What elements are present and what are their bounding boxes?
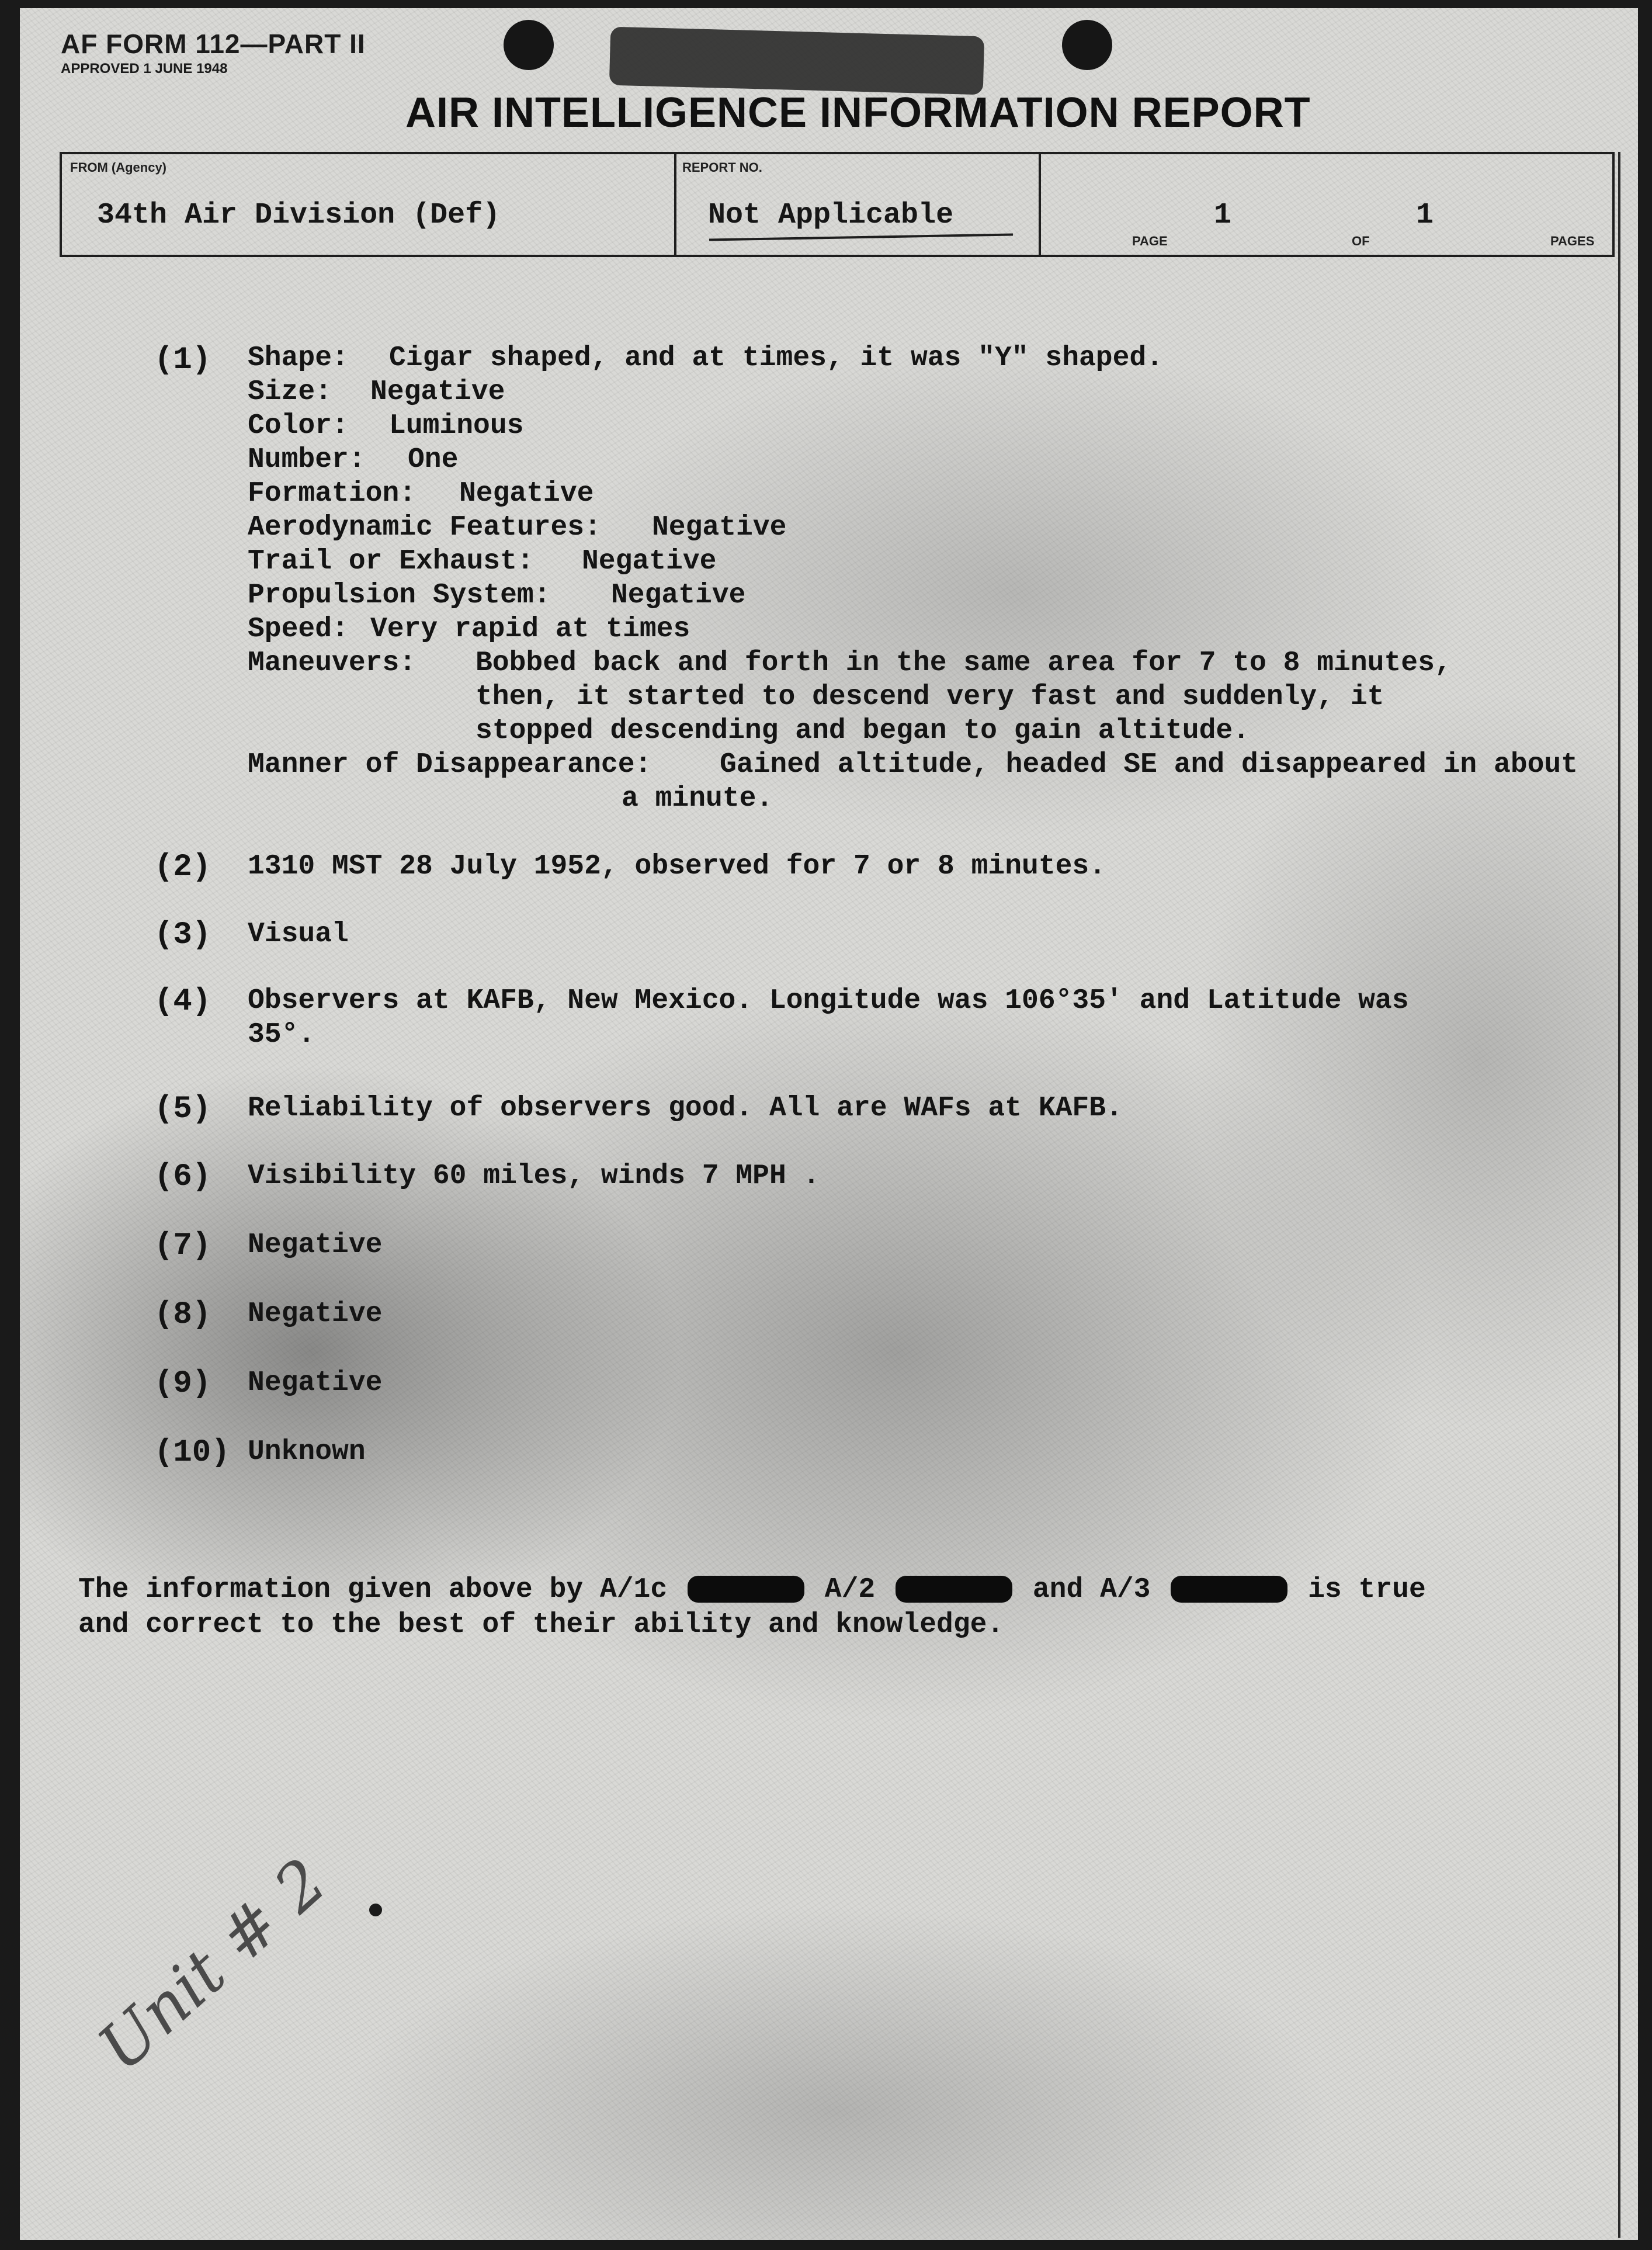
report-number-cell [674, 154, 1041, 255]
item-text-2: 1310 MST 28 July 1952, observed for 7 or 8 minutes. [248, 851, 1106, 882]
item-text-8: Negative [248, 1298, 383, 1330]
size-value: Negative [370, 376, 505, 408]
handwritten-annotation: Unit # 2 [84, 1844, 341, 2086]
item-text-9: Negative [248, 1367, 383, 1399]
report-number-label: REPORT NO. [682, 160, 762, 175]
color-value: Luminous [389, 410, 524, 442]
item-number-2: (2) [154, 850, 211, 885]
item-number-3: (3) [154, 917, 211, 953]
certification-part-3: and A/3 [1032, 1574, 1151, 1606]
of-label: OF [1352, 234, 1370, 248]
maneuvers-line-3: stopped descending and began to gain altitude. [476, 715, 1250, 747]
size-label: Size: [248, 376, 332, 408]
item-text-6: Visibility 60 miles, winds 7 MPH . [248, 1160, 820, 1192]
maneuvers-line-1: Bobbed back and forth in the same area for 7 to 8 minutes, [476, 647, 1452, 679]
item-text-5: Reliability of observers good. All are WAFs at KAFB. [248, 1093, 1123, 1124]
aerodynamic-features-value: Negative [652, 512, 787, 543]
total-pages: 1 [1416, 199, 1434, 232]
shape-value: Cigar shaped, and at times, it was "Y" shaped. [389, 342, 1164, 374]
redaction-block [896, 1576, 1012, 1603]
report-header [60, 152, 1615, 257]
speed-label: Speed: [248, 613, 349, 645]
document-title: AIR INTELLIGENCE INFORMATION REPORT [405, 89, 1311, 136]
page-label: PAGE [1132, 234, 1168, 248]
form-identifier [61, 28, 366, 77]
item-text-4-continued: 35°. [248, 1019, 315, 1051]
certification-part-4: is true [1308, 1574, 1426, 1606]
trail-exhaust-value: Negative [582, 546, 717, 577]
aerodynamic-features-label: Aerodynamic Features: [248, 512, 601, 543]
speed-value: Very rapid at times [370, 613, 690, 645]
form-right-border [1618, 152, 1620, 2238]
ink-spot [369, 1904, 382, 1916]
item-number-9: (9) [154, 1366, 211, 1402]
document-page [20, 8, 1638, 2240]
disappearance-label: Manner of Disappearance: [248, 749, 652, 781]
item-number-1: (1) [154, 342, 211, 378]
formation-label: Formation: [248, 478, 417, 509]
item-text-4: Observers at KAFB, New Mexico. Longitude was 106°35' and Latitude was [248, 985, 1409, 1017]
item-number-5: (5) [154, 1091, 211, 1127]
maneuvers-line-2: then, it started to descend very fast and suddenly, it [476, 681, 1384, 713]
item-text-3: Visual [248, 918, 349, 950]
shape-label: Shape: [248, 342, 349, 374]
punch-hole-left [504, 20, 554, 70]
page-count-cell [1039, 154, 1615, 255]
page-number: 1 [1214, 199, 1232, 232]
item-text-7: Negative [248, 1229, 383, 1261]
item-text-10: Unknown [248, 1436, 366, 1468]
certification-part-2: A/2 [824, 1574, 876, 1606]
propulsion-system-label: Propulsion System: [248, 580, 551, 611]
trail-exhaust-label: Trail or Exhaust: [248, 546, 534, 577]
disappearance-line-2: a minute. [622, 783, 773, 814]
certification-line-1 [78, 1574, 1426, 1606]
certification-line-2: and correct to the best of their ability and knowledge. [78, 1609, 1004, 1641]
report-number-value: Not Applicable [708, 199, 954, 232]
formation-value: Negative [459, 478, 594, 509]
item-number-4: (4) [154, 984, 211, 1020]
form-approved-date: APPROVED 1 JUNE 1948 [61, 61, 228, 77]
item-number-8: (8) [154, 1297, 211, 1333]
propulsion-system-value: Negative [611, 580, 746, 611]
from-label: FROM (Agency) [70, 160, 166, 175]
color-label: Color: [248, 410, 349, 442]
item-number-7: (7) [154, 1228, 211, 1264]
from-value: 34th Air Division (Def) [97, 199, 501, 232]
item-number-10: (10) [154, 1435, 230, 1471]
disappearance-line-1: Gained altitude, headed SE and disappeared in about [720, 749, 1578, 781]
number-value: One [408, 444, 459, 476]
from-cell [62, 154, 676, 255]
punch-hole-right [1062, 20, 1112, 70]
report-number-underline [709, 233, 1013, 241]
redaction-block [1171, 1576, 1287, 1603]
pages-label: PAGES [1550, 234, 1595, 248]
form-number: AF FORM 112—PART II [61, 29, 366, 59]
item-number-6: (6) [154, 1159, 211, 1195]
maneuvers-label: Maneuvers: [248, 647, 417, 679]
certification-part-1: The information given above by A/1c [78, 1574, 668, 1606]
tape-mark [609, 27, 984, 95]
redaction-block [688, 1576, 804, 1603]
number-label: Number: [248, 444, 366, 476]
